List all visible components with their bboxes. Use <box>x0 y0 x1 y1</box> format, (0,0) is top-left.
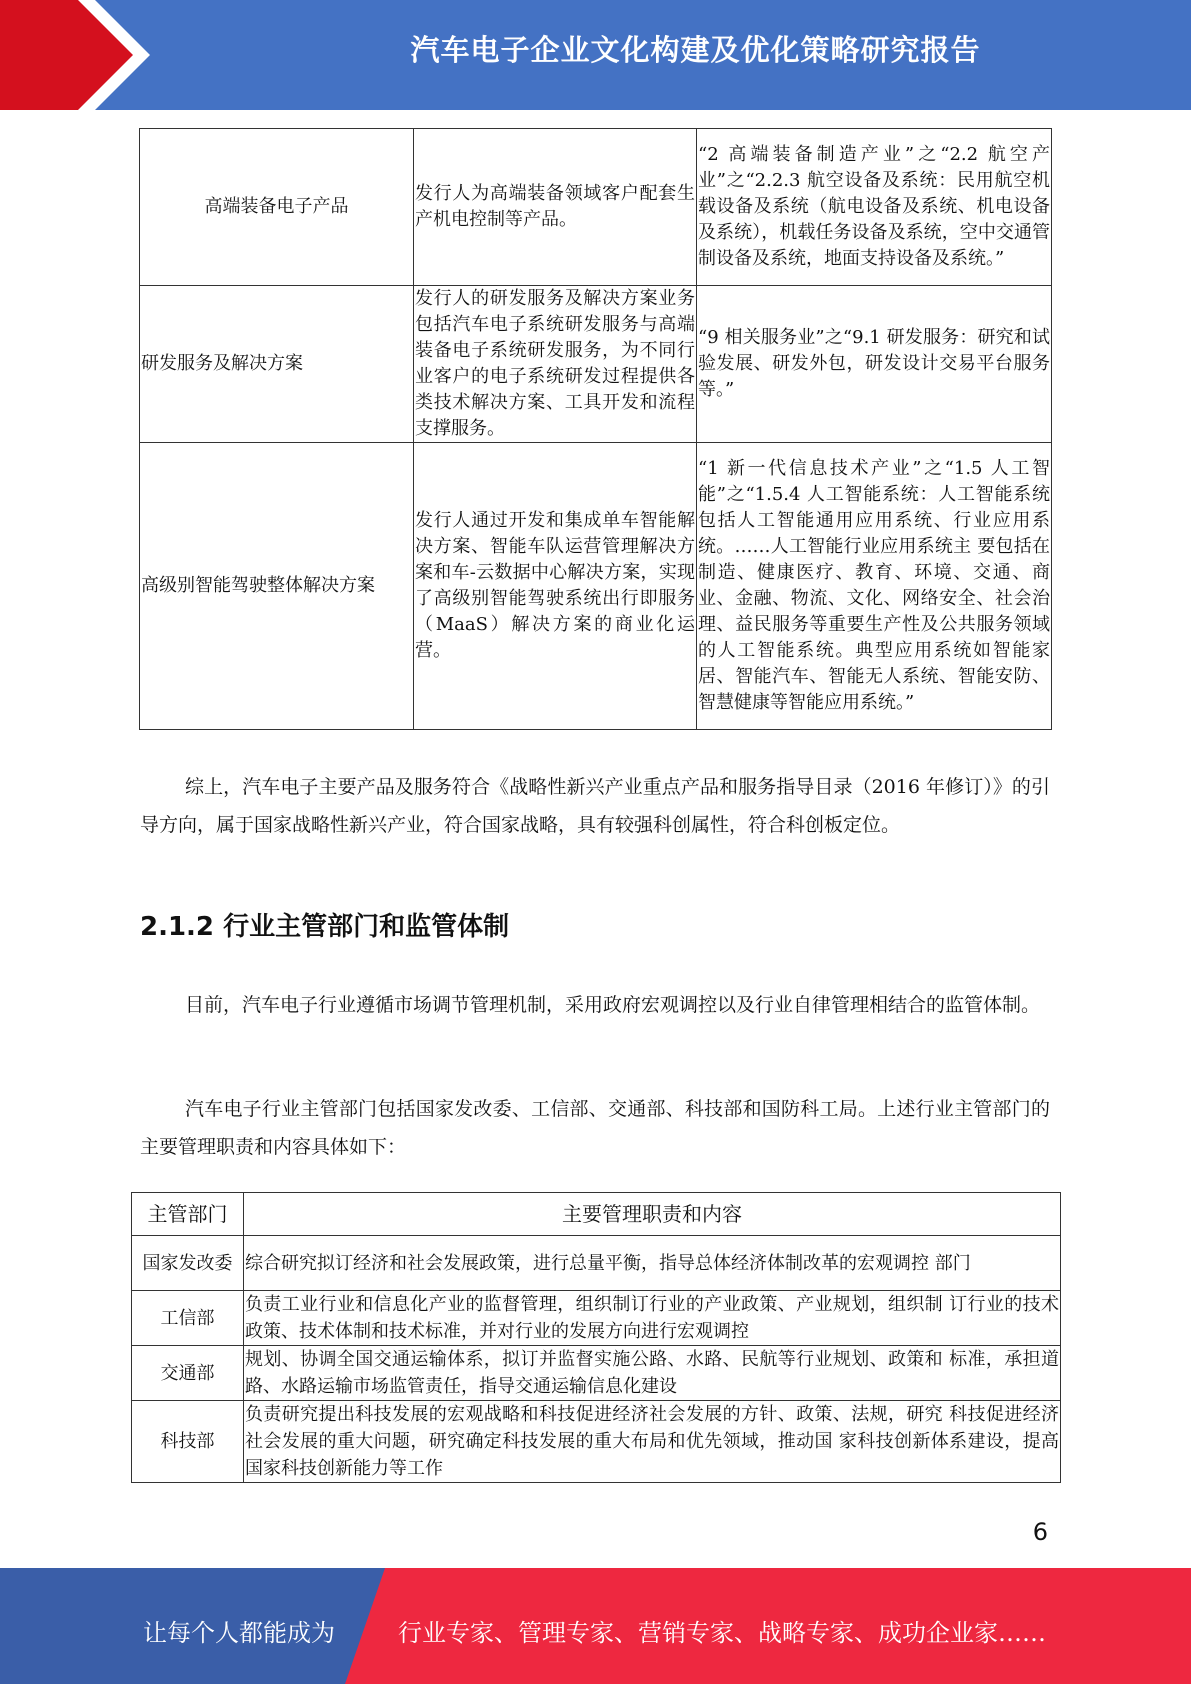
table-row <box>132 1291 1061 1346</box>
regulation-paragraph: 目前，汽车电子行业遵循市场调节管理机制，采用政府宏观调控以及行业自律管理相结合的监管体制。 <box>185 994 1041 1016</box>
product-name-cell: 高级别智能驾驶整体解决方案 <box>140 443 414 730</box>
department-cell: 国家发改委 <box>132 1236 244 1291</box>
product-name-cell: 研发服务及解决方案 <box>140 286 414 443</box>
table-row <box>132 1346 1061 1401</box>
section-heading: 2.1.2 行业主管部门和监管体制 <box>140 912 510 942</box>
page-number: 6 <box>1032 1518 1048 1546</box>
product-description-cell: 发行人通过开发和集成单车智能解决方案、智能车队运营管理解决方案和车-云数据中心解决方案，实现了高级别智能驾驶系统出行即服务（MaaS）解决方案的商业化运营。 <box>414 443 697 730</box>
table-row <box>140 286 1052 443</box>
column-header-duties: 主要管理职责和内容 <box>244 1193 1061 1236</box>
product-catalog-table <box>139 128 1052 730</box>
department-cell: 交通部 <box>132 1346 244 1401</box>
page-header <box>0 0 1191 110</box>
column-header-department: 主管部门 <box>132 1193 244 1236</box>
duty-cell: 负责工业行业和信息化产业的监督管理，组织制订行业的产业政策、产业规划，组织制 订行业的技术政策、技术体制和技术标准，并对行业的发展方向进行宏观调控 <box>244 1291 1061 1346</box>
footer-slogan-right: 行业专家、管理专家、营销专家、战略专家、成功企业家…… <box>398 1619 1046 1647</box>
table-row <box>140 129 1052 286</box>
duty-cell: 负责研究提出科技发展的宏观战略和科技促进经济社会发展的方针、政策、法规，研究 科技促进经济社会发展的重大问题，研究确定科技发展的重大布局和优先领域，推动国 家科技创新体系建设，提高国家科技创新能力等工作 <box>244 1401 1061 1483</box>
product-description-cell: 发行人的研发服务及解决方案业务包括汽车电子系统研发服务与高端装备电子系统研发服务，为不同行业客户的电子系统研发过程提供各类技术解决方案、工具开发和流程支撑服务。 <box>414 286 697 443</box>
product-description-cell: 发行人为高端装备领域客户配套生产机电控制等产品。 <box>414 129 697 286</box>
product-name-cell: 高端装备电子产品 <box>140 129 414 286</box>
summary-paragraph: 综上，汽车电子主要产品及服务符合《战略性新兴产业重点产品和服务指导目录（2016 年修订）》的引导方向，属于国家战略性新兴产业，符合国家战略，具有较强科创属性，符合科创板定位。 <box>140 776 1050 836</box>
table-row <box>140 443 1052 730</box>
regulatory-departments-table <box>131 1192 1061 1483</box>
department-cell: 工信部 <box>132 1291 244 1346</box>
table-row <box>132 1401 1061 1483</box>
table-header-row <box>132 1193 1061 1236</box>
catalog-reference-cell: “9 相关服务业”之“9.1 研发服务：研究和试验发展、研发外包，研发设计交易平台服务等。” <box>697 286 1052 443</box>
page-footer <box>0 1568 1191 1684</box>
footer-slogan-left: 让每个人都能成为 <box>143 1619 335 1647</box>
department-cell: 科技部 <box>132 1401 244 1483</box>
catalog-reference-cell: “2 高端装备制造产业”之“2.2 航空产业”之“2.2.3 航空设备及系统：民用航空机载设备及系统（航电设备及系统、机电设备及系统），机载任务设备及系统，空中交通管制设备及系统，地面支持设备及系统。” <box>697 129 1052 286</box>
duty-cell: 综合研究拟订经济和社会发展政策，进行总量平衡，指导总体经济体制改革的宏观调控 部门 <box>244 1236 1061 1291</box>
table-row <box>132 1236 1061 1291</box>
catalog-reference-cell: “1 新一代信息技术产业”之“1.5 人工智能”之“1.5.4 人工智能系统：人工智能系统包括人工智能通用应用系统、行业应用系统。……人工智能行业应用系统主 要包括在制造、健康医疗、教育、环境、交通、商业、金融、物流、文化、网络安全、社会治理、益民服务等重要生产性及公共服务领域的人工智能系统。典型应用系统如智能家居、智能汽车、智能无人系统、智能安防、智慧健康等智能应用系统。” <box>697 443 1052 730</box>
header-red-arrow-shape <box>0 0 150 110</box>
duty-cell: 规划、协调全国交通运输体系，拟订并监督实施公路、水路、民航等行业规划、政策和 标准，承担道路、水路运输市场监管责任，指导交通运输信息化建设 <box>244 1346 1061 1401</box>
report-title: 汽车电子企业文化构建及优化策略研究报告 <box>410 33 981 67</box>
departments-paragraph: 汽车电子行业主管部门包括国家发改委、工信部、交通部、科技部和国防科工局。上述行业主管部门的主要管理职责和内容具体如下： <box>140 1098 1050 1158</box>
